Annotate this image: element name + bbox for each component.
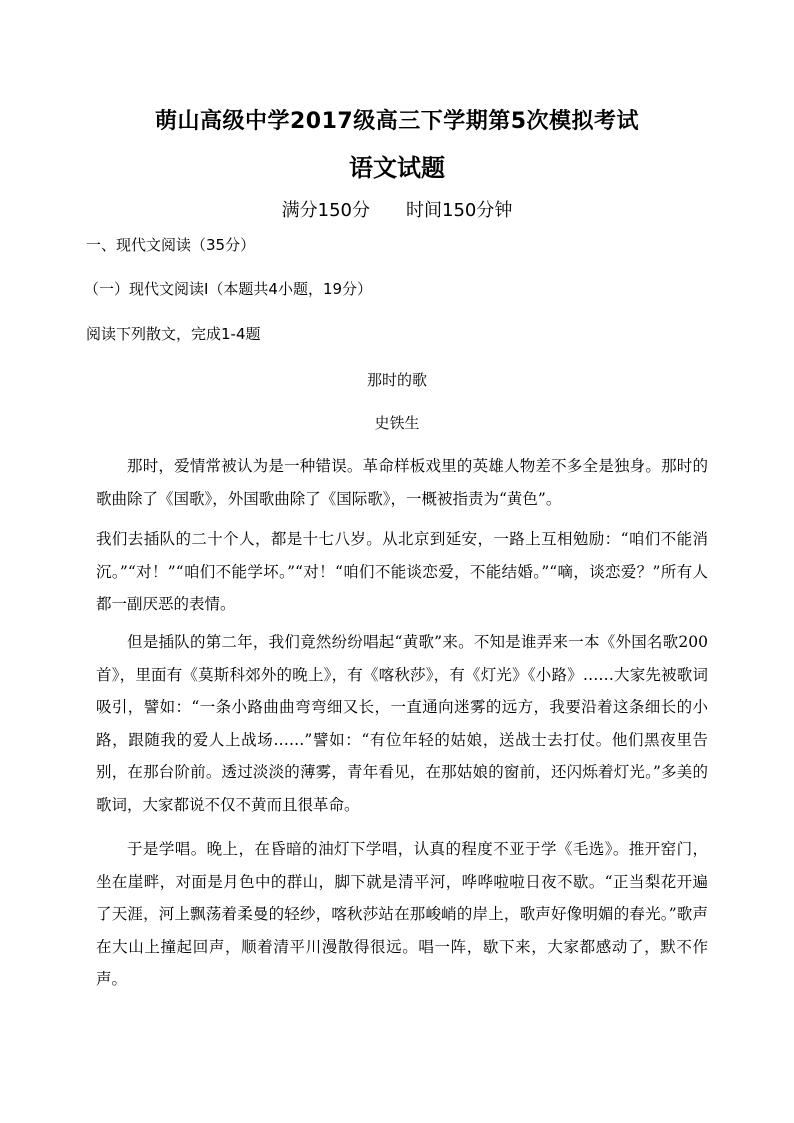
exam-time: 时间150分钟 [406,200,513,221]
essay-paragraph: 我们去插队的二十个人，都是十七八岁。从北京到延安，一路上互相勉励：“咱们不能消沉。”“对！”“咱们不能学坏。”“对！“咱们不能谈恋爱，不能结婚。”“嘀，谈恋爱？”所有人都一副厌恶的表情。 [96,530,708,613]
essay-title: 那时的歌 [366,371,427,389]
reading-instruction: 阅读下列散文，完成1-4题 [86,325,261,343]
essay-author: 史铁生 [374,414,420,432]
section-heading: 一、现代文阅读（35分） [86,236,256,254]
essay-paragraph: 于是学唱。晚上，在昏暗的油灯下学唱，认真的程度不亚于学《毛选》。推开窑门，坐在崖畔，对面是月色中的群山，脚下就是清平河，哗哗啦啦日夜不歇。“正当梨花开遍了天涯，河上飘荡着柔曼的轻纱，喀秋莎站在那峻峭的岸上，歌声好像明媚的春光。”歌声在大山上撞起回声，顺着清平川漫散得很远。唱一阵，歇下来，大家都感动了，默不作声。 [96,840,708,988]
exam-title: 萌山高级中学2017级高三下学期第5次模拟考试 [154,109,640,134]
essay-paragraph: 但是插队的第二年，我们竟然纷纷唱起“黄歌”来。不知是谁弄来一本《外国名歌200首》，里面有《莫斯科郊外的晚上》，有《喀秋莎》，有《灯光》《小路》……大家先被歌词吸引，譬如：“一条小路曲曲弯弯细又长，一直通向迷雾的远方，我要沿着这条细长的小路，跟随我的爱人上战场……”譬如：“有位年轻的姑娘，送战士去打仗。他们黑夜里告别，在那台阶前。透过淡淡的薄雾，青年看见，在那姑娘的窗前，还闪烁着灯光。”多美的歌词，大家都说不仅不黄而且很革命。 [96,633,708,814]
exam-meta [0,196,794,222]
essay-paragraph: 那时，爱情常被认为是一种错误。革命样板戏里的英雄人物差不多全是独身。那时的歌曲除了《国歌》，外国歌曲除了《国际歌》，一概被指责为“黄色”。 [96,457,708,508]
subsection-heading: （一）现代文阅读Ⅰ（本题共4小题，19分） [84,280,373,298]
full-score: 满分150分 [281,200,370,221]
subject-title: 语文试题 [349,154,445,182]
